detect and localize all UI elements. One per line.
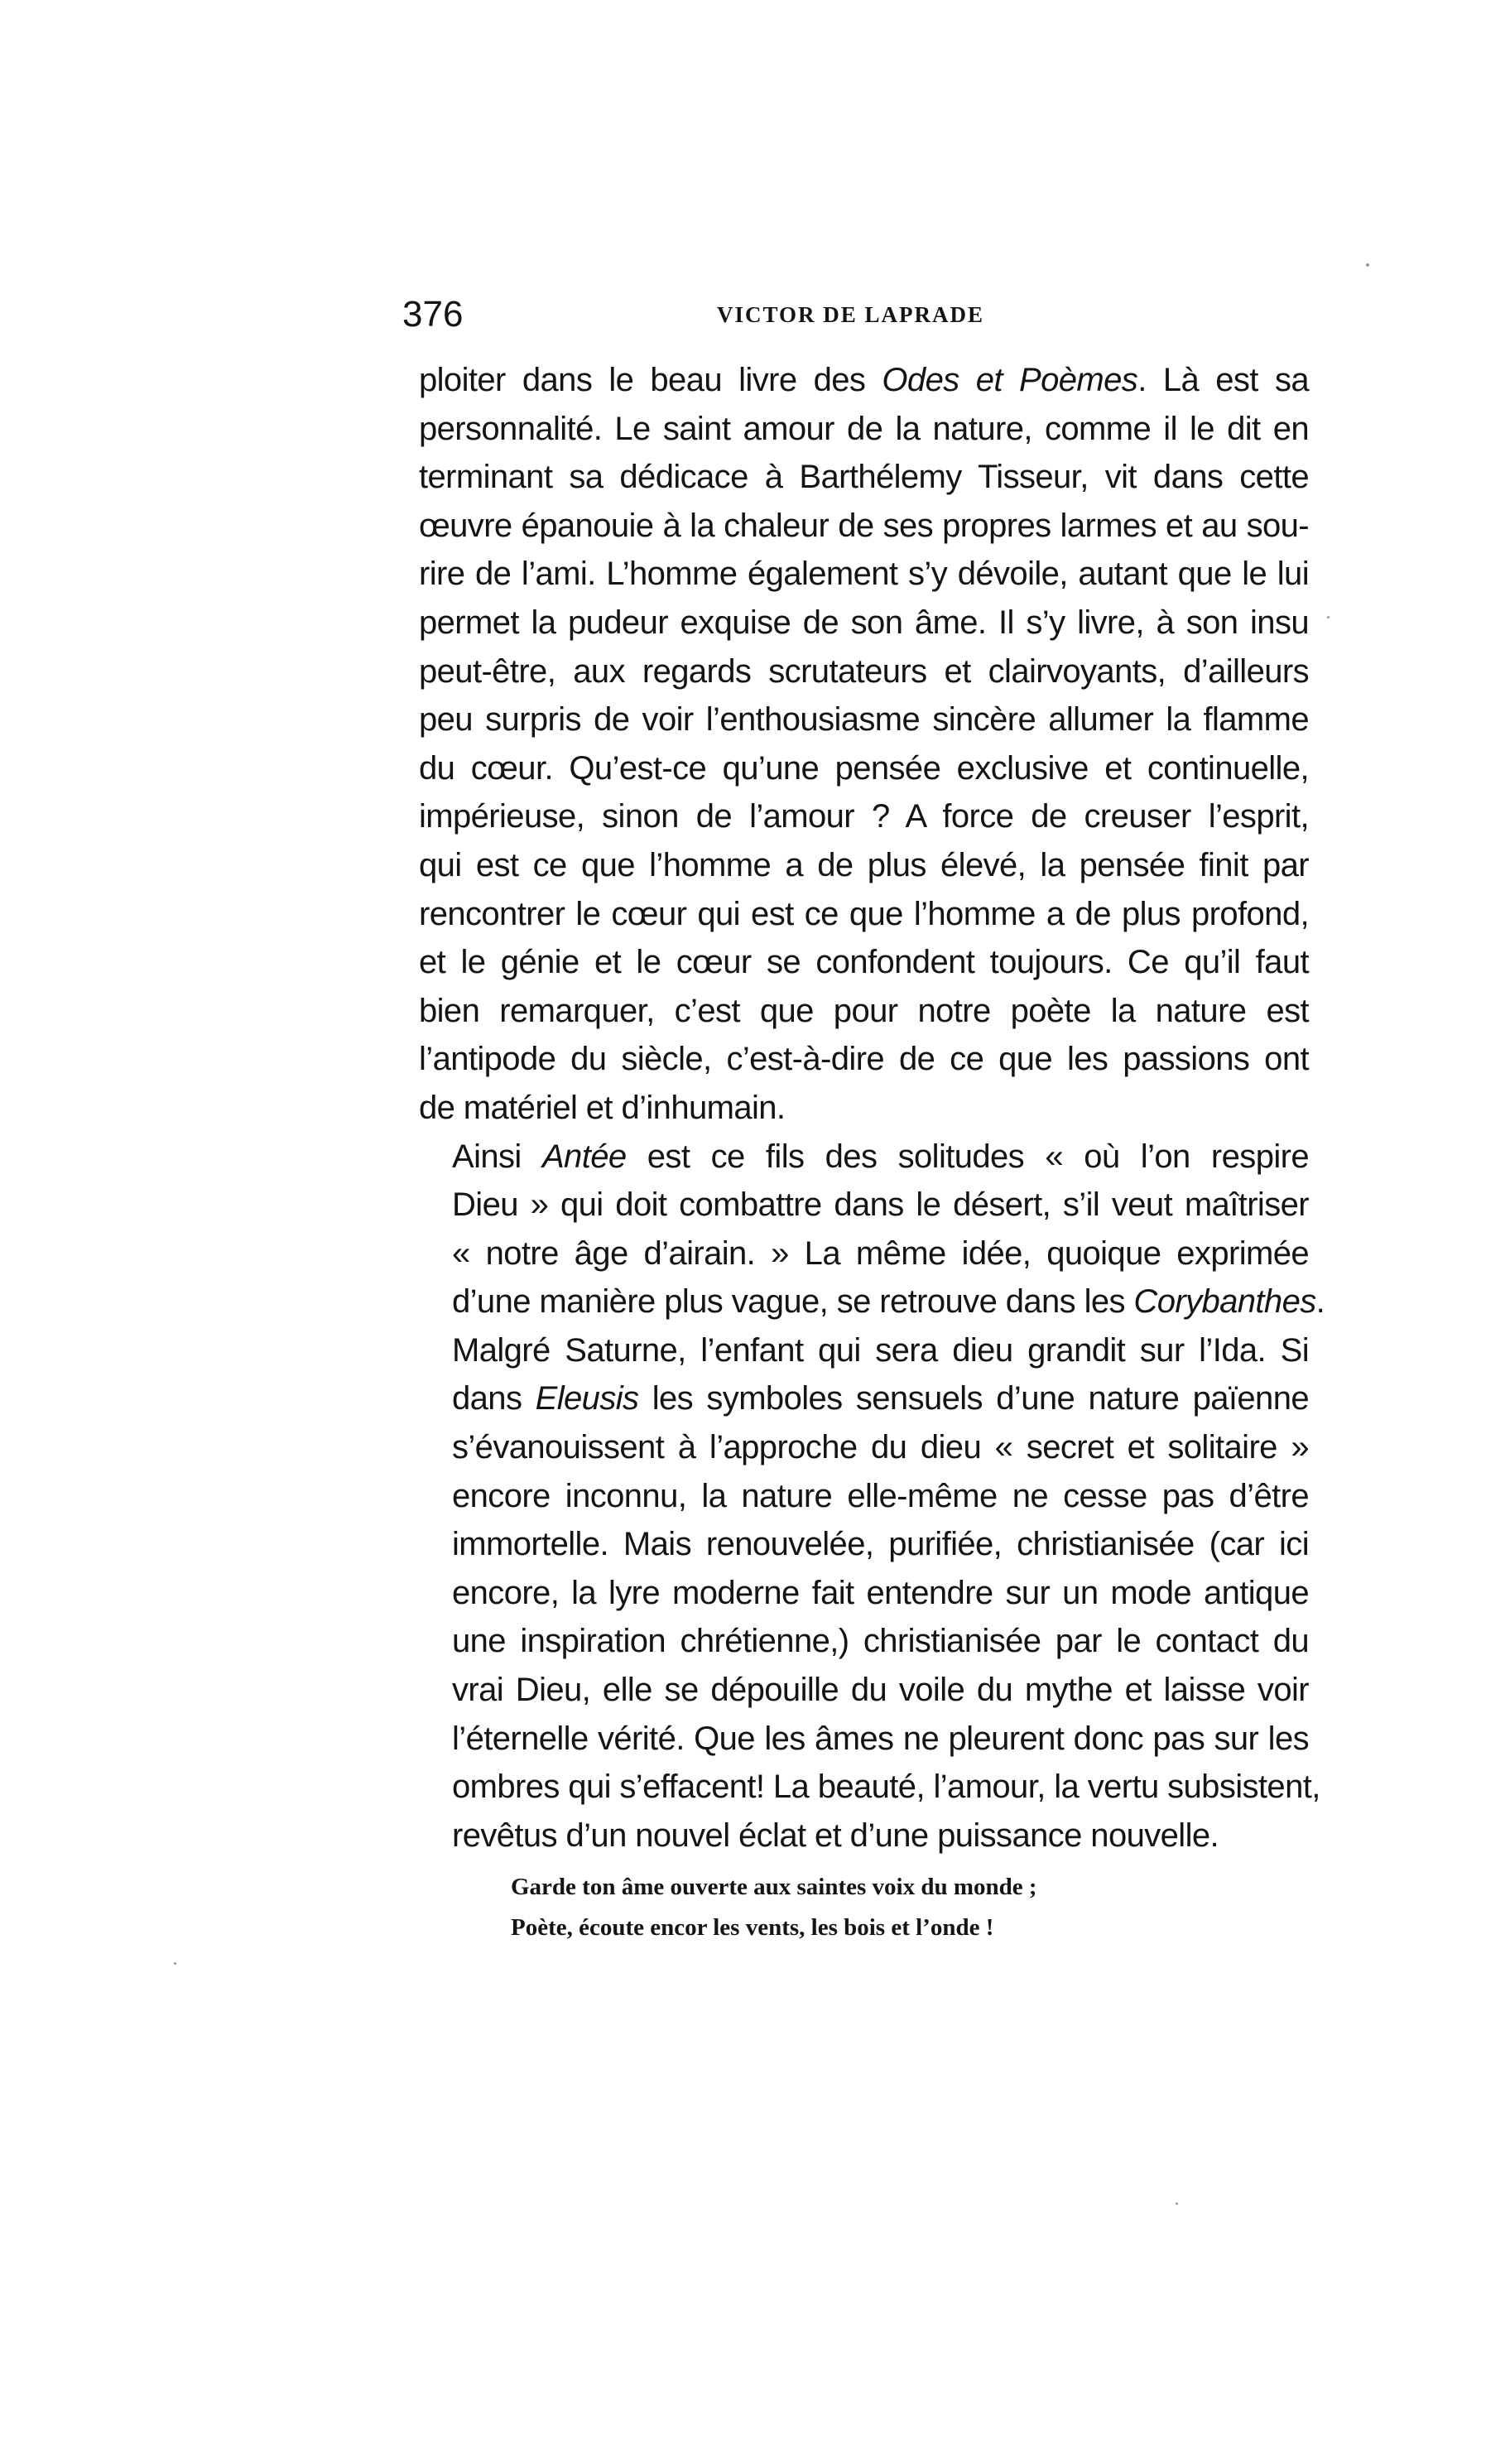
text-line: [419, 599, 1309, 647]
text-segment: terminant sa dédicace à Barthélemy Tisseur, vit dans cette: [419, 459, 1309, 496]
text-segment: l’antipode du siècle, c’est-à-dire de ce que les passions ont: [419, 1041, 1309, 1078]
text-line: [419, 356, 1309, 405]
body-text: [419, 356, 1325, 1860]
text-segment: du cœur. Qu’est-ce qu’une pensée exclusive et continuelle,: [419, 749, 1309, 787]
text-segment: vrai Dieu, elle se dépouille du voile du mythe et laisse voir: [452, 1672, 1309, 1709]
text-segment: Dieu » qui doit combattre dans le désert, s’il veut maîtriser: [452, 1186, 1309, 1224]
text-line: [419, 1617, 1309, 1666]
text-segment: une inspiration chrétienne,) christianisée par le contact du: [452, 1623, 1309, 1660]
text-line: [419, 1230, 1309, 1278]
text-segment: permet la pudeur exquise de son âme. Il s’y livre, à son insu: [419, 604, 1309, 641]
text-line: [419, 1423, 1309, 1472]
scan-speck: [1176, 2202, 1178, 2205]
italic-title: Odes et Poèmes: [882, 362, 1138, 398]
text-segment: .: [1315, 1283, 1325, 1321]
text-line: [419, 1181, 1309, 1230]
text-segment: Ainsi: [452, 1138, 542, 1175]
verse-line-1: Garde ton âme ouverte aux saintes voix du monde ;: [511, 1874, 1037, 1900]
text-line: [419, 744, 1309, 793]
text-segment: ombres qui s’effacent! La beauté, l’amour, la vertu subsistent,: [452, 1769, 1320, 1806]
text-line: [419, 1812, 1309, 1860]
text-line: [419, 1084, 1309, 1133]
paragraph-2: [419, 1133, 1325, 1860]
running-head: [402, 294, 1379, 344]
text-line: [419, 890, 1309, 939]
text-segment: l’éternelle vérité. Que les âmes ne pleurent donc pas sur les: [452, 1720, 1309, 1757]
text-segment: est ce fils des solitudes « où l’on respire: [626, 1138, 1309, 1175]
paragraph-1: [419, 356, 1309, 1133]
text-line: [419, 647, 1309, 696]
text-segment: dans: [452, 1380, 536, 1417]
text-line: [419, 1278, 1325, 1326]
text-line: [419, 453, 1309, 502]
text-segment: « notre âge d’airain. » La même idée, quoique exprimée: [452, 1234, 1309, 1272]
text-segment: . Là est sa: [1137, 362, 1309, 398]
text-line: [419, 938, 1309, 987]
text-segment: œuvre épanouie à la chaleur de ses propres larmes et au sou-: [419, 507, 1309, 544]
text-line: [419, 792, 1309, 841]
text-line: [419, 987, 1309, 1036]
text-segment: rencontrer le cœur qui est ce que l’homme a de plus profond,: [419, 895, 1309, 932]
text-segment: revêtus d’un nouvel éclat et d’une puissance nouvelle.: [452, 1817, 1219, 1854]
page-number: 376: [402, 294, 464, 334]
text-line: [419, 1374, 1309, 1423]
text-segment: immortelle. Mais renouvelée, purifiée, christianisée (car ici: [452, 1526, 1309, 1563]
text-segment: impérieuse, sinon de l’amour ? A force de creuser l’esprit,: [419, 798, 1309, 835]
text-segment: de matériel et d’inhumain.: [419, 1089, 786, 1126]
text-segment: peut-être, aux regards scrutateurs et clairvoyants, d’ailleurs: [419, 652, 1309, 690]
text-segment: et le génie et le cœur se confondent toujours. Ce qu’il faut: [419, 944, 1309, 981]
text-segment: encore inconnu, la nature elle-même ne cesse pas d’être: [452, 1477, 1309, 1514]
italic-title: Antée: [541, 1138, 627, 1175]
text-segment: ploiter dans le beau livre des: [419, 362, 882, 398]
running-title: VICTOR DE LAPRADE: [717, 302, 985, 327]
text-line: [419, 1666, 1309, 1715]
text-segment: Malgré Saturne, l’enfant qui sera dieu grandit sur l’Ida. Si: [452, 1331, 1309, 1369]
text-segment: les symboles sensuels d’une nature païenne: [638, 1380, 1309, 1417]
text-segment: d’une manière plus vague, se retrouve dans les: [452, 1283, 1134, 1321]
text-line: [419, 1763, 1320, 1812]
verse-quotation: [511, 1867, 1037, 1948]
scan-speck: [1327, 616, 1330, 618]
italic-title: Corybanthes: [1133, 1283, 1316, 1321]
scan-speck: [1366, 263, 1369, 267]
text-segment: qui est ce que l’homme a de plus élevé, la pensée finit par: [419, 846, 1309, 883]
text-line: [419, 1569, 1309, 1618]
text-segment: peu surpris de voir l’enthousiasme sincère allumer la flamme: [419, 701, 1309, 739]
text-line: [419, 695, 1309, 744]
text-line: [419, 1520, 1309, 1569]
verse-line-2: Poète, écoute encor les vents, les bois et l’onde !: [511, 1914, 994, 1941]
text-line: [419, 1133, 1309, 1181]
text-line: [419, 841, 1309, 890]
italic-title: Eleusis: [535, 1380, 639, 1417]
text-segment: bien remarquer, c’est que pour notre poète la nature est: [419, 992, 1309, 1029]
scan-speck: [174, 1962, 176, 1965]
text-line: [419, 1472, 1309, 1521]
text-line: [419, 405, 1309, 454]
text-segment: encore, la lyre moderne fait entendre sur un mode antique: [452, 1574, 1309, 1611]
text-line: [419, 1715, 1309, 1764]
text-line: [419, 502, 1309, 551]
text-line: [419, 1326, 1309, 1375]
text-line: [419, 550, 1309, 599]
text-segment: personnalité. Le saint amour de la nature, comme il le dit en: [419, 410, 1309, 447]
text-segment: rire de l’ami. L’homme également s’y dévoile, autant que le lui: [419, 556, 1309, 593]
text-segment: s’évanouissent à l’approche du dieu « secret et solitaire »: [452, 1429, 1309, 1466]
text-line: [419, 1035, 1309, 1084]
